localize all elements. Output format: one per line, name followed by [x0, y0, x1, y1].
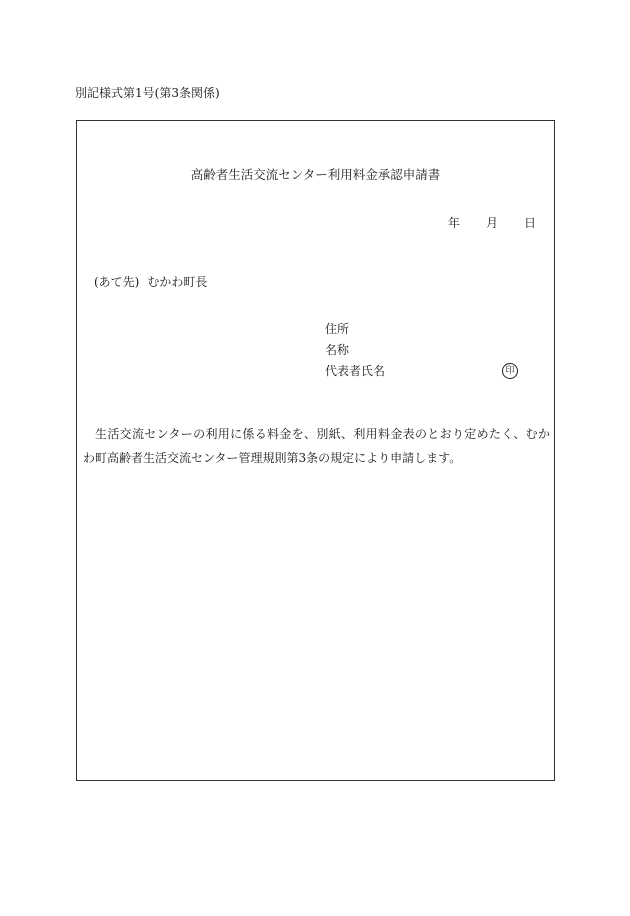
- seal-mark: 印: [502, 363, 518, 379]
- application-form-frame: [76, 120, 555, 781]
- representative-name-label: 代表者氏名: [325, 364, 386, 378]
- date-day-label: 日: [523, 216, 536, 230]
- date-line: [448, 214, 536, 231]
- form-reference: 別記様式第1号(第3条関係): [75, 86, 220, 100]
- addressee-name: むかわ町長: [147, 275, 208, 289]
- document-title: 高齢者生活交流センター利用料金承認申請書: [190, 167, 441, 182]
- organization-name-label: 名称: [325, 343, 350, 357]
- application-statement: 生活交流センターの利用に係る料金を、別紙、利用料金表のとおり定めたく、むかわ町高齢者生活交流センター管理規則第3条の規定により申請します。: [83, 427, 550, 465]
- applicant-block: [325, 319, 385, 382]
- date-month-label: 月: [485, 216, 498, 230]
- address-label: 住所: [325, 322, 350, 336]
- date-year-label: 年: [447, 216, 460, 230]
- addressee: [94, 273, 207, 290]
- addressee-prefix: (あて先): [94, 275, 140, 289]
